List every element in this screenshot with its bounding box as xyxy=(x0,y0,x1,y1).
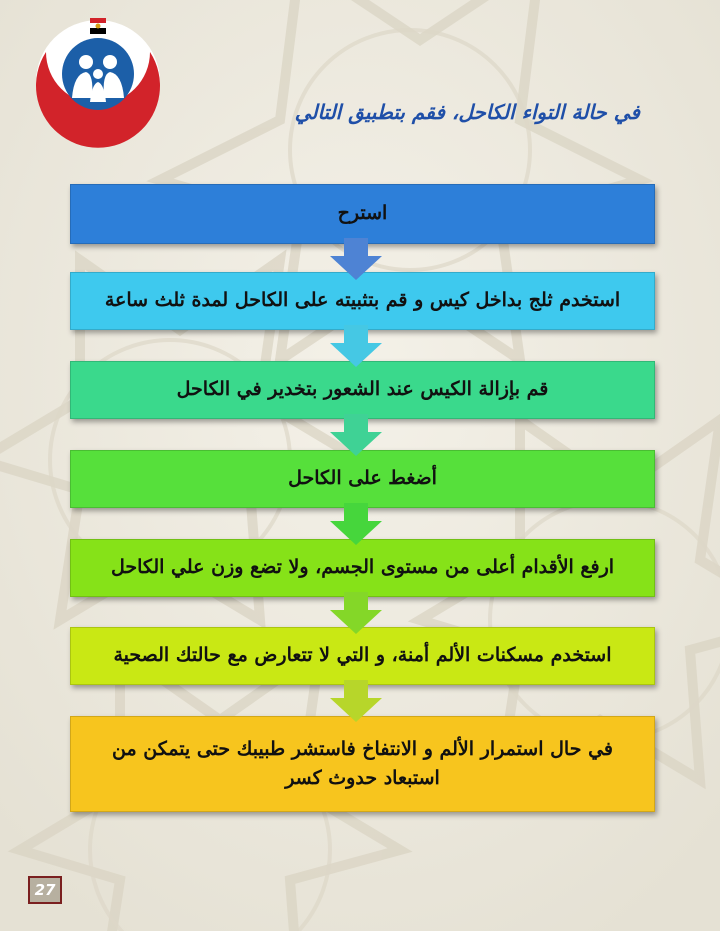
down-arrow-icon xyxy=(328,238,384,280)
page-title: في حالة التواء الكاحل، فقم بتطبيق التالي xyxy=(294,100,640,124)
step-painkillers xyxy=(70,627,655,685)
down-arrow-icon xyxy=(328,325,384,367)
step-label: استخدم ثلج بداخل كيس و قم بتثبيته على الكاحل لمدة ثلث ساعة xyxy=(104,289,621,312)
step-remove-bag xyxy=(70,361,655,419)
step-apply-ice xyxy=(70,272,655,330)
step-rest xyxy=(70,184,655,244)
page-number: 27 xyxy=(28,876,62,904)
down-arrow-icon xyxy=(328,592,384,634)
down-arrow-icon xyxy=(328,414,384,456)
step-label: أضغط على الكاحل xyxy=(288,467,437,490)
step-label: استرح xyxy=(337,202,388,225)
step-label: ارفع الأقدام أعلى من مستوى الجسم، ولا تضع وزن علي الكاحل xyxy=(110,556,615,579)
down-arrow-icon xyxy=(328,680,384,722)
step-compress xyxy=(70,450,655,508)
step-elevate xyxy=(70,539,655,597)
down-arrow-icon xyxy=(328,503,384,545)
step-label: في حال استمرار الألم و الانتفاخ فاستشر طبيبك حتى يتمكن من استبعاد حدوث كسر xyxy=(112,737,613,789)
step-consult-doctor xyxy=(70,716,655,812)
step-label: قم بإزالة الكيس عند الشعور بتخدير في الكاحل xyxy=(176,378,549,401)
step-label: استخدم مسكنات الألم أمنة، و التي لا تتعارض مع حالتك الصحية xyxy=(113,644,612,667)
